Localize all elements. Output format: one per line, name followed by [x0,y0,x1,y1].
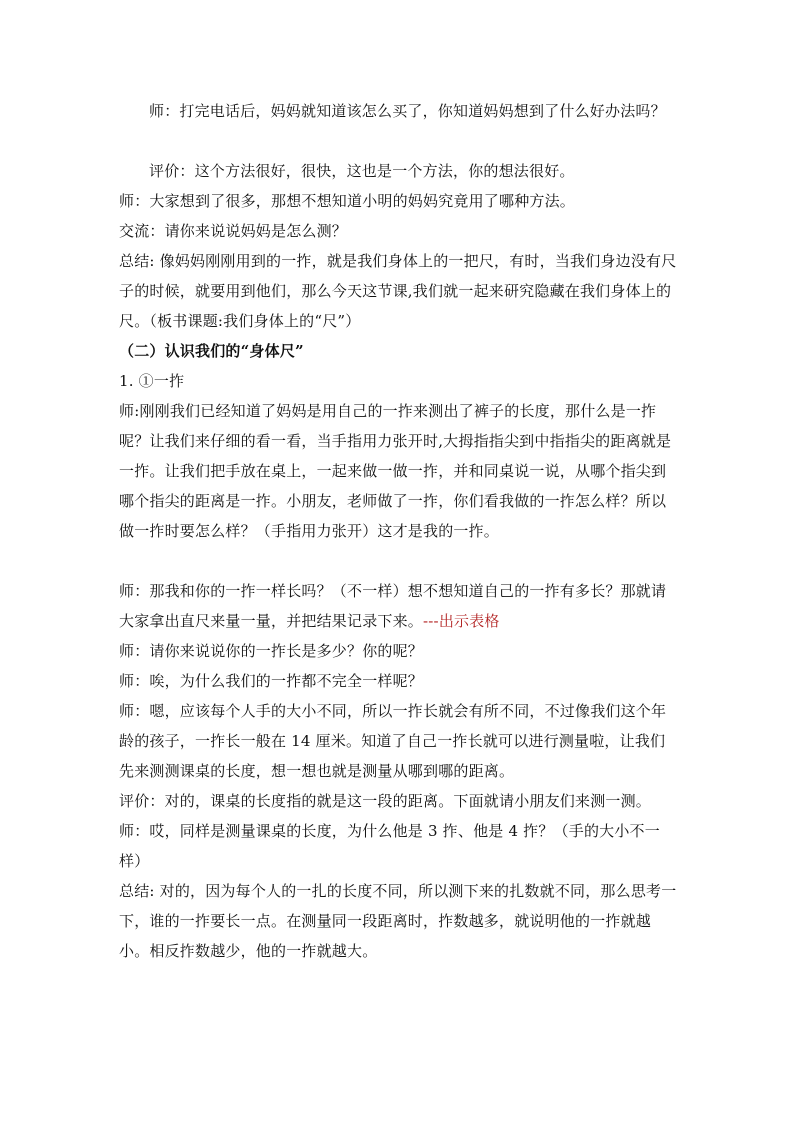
show-table-note: ---出示表格 [423,612,500,630]
paragraph-evaluation-desk: 评价：对的，课桌的长度指的就是这一段的距离。下面就请小朋友们来测一测。 [119,792,652,810]
paragraph-why-different: 师：唉，为什么我们的一拃都不完全一样呢？ [119,672,424,690]
paragraph-teacher-desk: 师：哎，同样是测量课桌的长度，为什么他是 3 拃、他是 4 拃？（手的大小不一样） [119,822,660,870]
paragraph-summary-span-count: 总结: 对的，因为每个人的一扎的长度不同，所以测下来的扎数就不同，那么思考一下，谁的一拃要长一点。在测量同一段距离时，拃数越多，就说明他的一拃就越小。相反拃数越少，他的一拃就越大。 [119,882,677,960]
paragraph-teacher-phone: 师：打完电话后，妈妈就知道该怎么买了，你知道妈妈想到了什么好办法吗？ [149,102,666,120]
paragraph-exchange: 交流：请你来说说妈妈是怎么测？ [119,222,348,240]
paragraph-what-is-span: 师:刚刚我们已经知道了妈妈是用自己的一拃来测出了裤子的长度，那什么是一拃呢？让我们来仔细的看一看，当手指用力张开时,大拇指指尖到中指指尖的距离就是一拃。让我们把手放在桌上，一起来做一做一拃，并和同桌说一说，从哪个指尖到哪个指尖的距离是一拃。小朋友，老师做了一拃，你们看我做的一拃怎么样？所以做一拃时要怎么样？（手指用力张开）这才是我的一拃。 [119,402,672,540]
paragraph-evaluation-method: 评价：这个方法很好，很快，这也是一个方法，你的想法很好。 [149,162,575,180]
compare-span-text: 师：那我和你的一拃一样长吗？（不一样）想不想知道自己的一拃有多长？那就请大家拿出直尺来量一量，并把结果记录下来。 [119,582,667,630]
paragraph-hand-size: 师：嗯，应该每个人手的大小不同，所以一拃长就会有所不同，不过像我们这个年龄的孩子，一拃长一般在 14 厘米。知道了自己一拃长就可以进行测量啦，让我们先来测测课桌的长度，想一想也就是测量从哪到哪的距离。 [119,702,667,780]
list-item-one-span: 1. ①一拃 [119,372,185,390]
paragraph-compare-span [119,576,679,636]
paragraph-teacher-question: 师：大家想到了很多，那想不想知道小明的妈妈究竟用了哪种方法。 [119,192,576,210]
paragraph-ask-length: 师：请你来说说你的一拃长是多少？你的呢？ [119,642,424,660]
section-heading: （二）认识我们的“身体尺” [119,342,304,360]
paragraph-summary-ruler: 总结: 像妈妈刚刚用到的一拃，就是我们身体上的一把尺，有时，当我们身边没有尺子的时候，就要用到他们，那么今天这节课,我们就一起来研究隐藏在我们身体上的尺。（板书课题:我们身体上的“尺”） [119,252,677,330]
